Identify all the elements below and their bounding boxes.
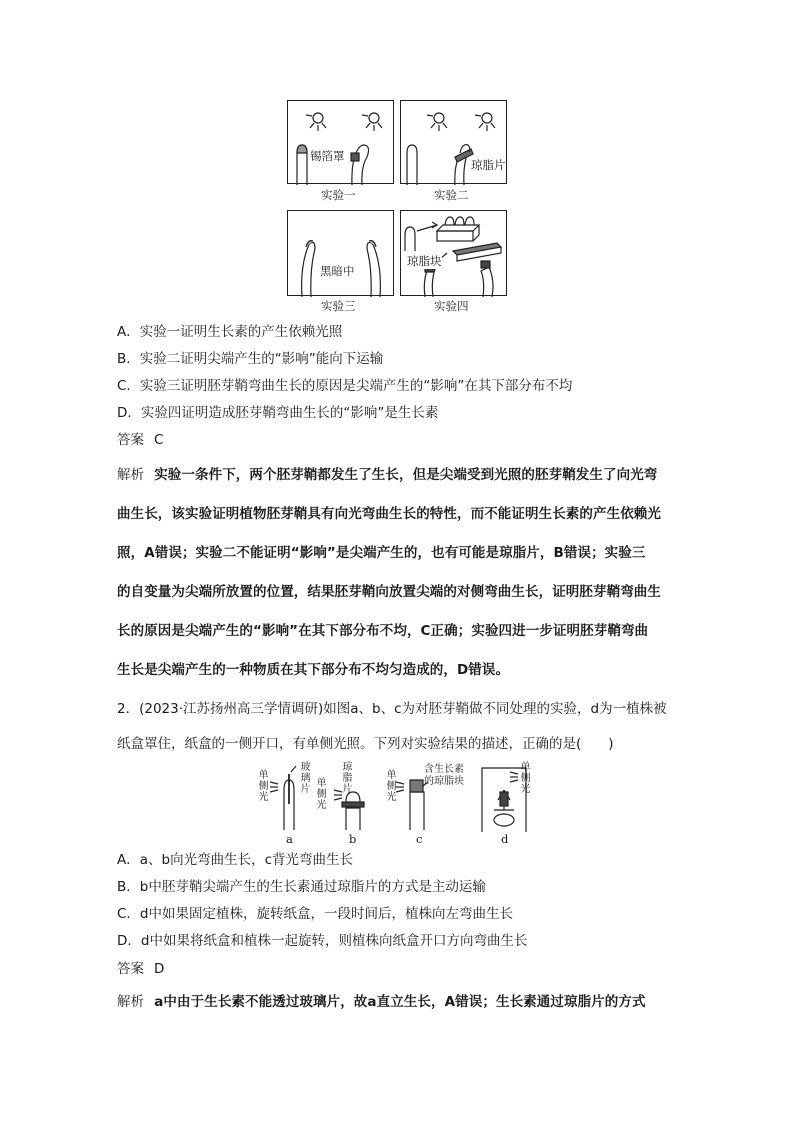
- setup-a-drawing: [258, 760, 318, 830]
- explanation-key: 解析: [117, 994, 145, 1010]
- explanation-text: a中由于生长素不能透过玻璃片，故a直立生长，A错误；生长素通过琼脂片的方式: [154, 994, 646, 1010]
- experiment-1-panel: [287, 100, 394, 184]
- label-a: a: [286, 832, 293, 846]
- experiment-2-panel: [400, 100, 507, 184]
- experiment-1-drawing: [288, 101, 395, 185]
- q2-stem-line-1: 2．(2023·江苏扬州高三学情调研)如图a、b、c为对胚芽鞘做不同处理的实验，d为一植株被: [117, 701, 667, 717]
- q2-stem-line-2: 纸盒罩住，纸盒的一侧开口，有单侧光照。下列对实验结果的描述，正确的是( ): [117, 736, 614, 752]
- glass-label: 玻璃片: [300, 762, 311, 795]
- q1-explanation-line-3: 照，A错误；实验二不能证明“影响”是尖端产生的，也有可能是琼脂片，B错误；实验三: [117, 545, 646, 561]
- answer-value: D: [154, 961, 165, 977]
- q1-explanation-line-1: [117, 466, 657, 484]
- label-d: d: [501, 832, 509, 846]
- c-light-label: 单侧光: [386, 770, 397, 803]
- answer-value: C: [154, 432, 164, 448]
- dark-label: 黑暗中: [320, 264, 355, 278]
- label-b: b: [349, 832, 357, 846]
- experiment-4-panel: [400, 210, 507, 296]
- b-light-label: 单侧光: [316, 778, 327, 811]
- q2-option-b: B．b中胚芽鞘尖端产生的生长素通过琼脂片的方式是主动运输: [117, 879, 486, 895]
- q1-option-b: B．实验二证明尖端产生的“影响”能向下运输: [117, 351, 384, 367]
- label-c: c: [416, 832, 423, 846]
- auxin-block-label: 含生长素的琼脂块: [424, 764, 468, 788]
- agar-sheet-q2-label: 琼脂片: [342, 762, 353, 795]
- setup-b-drawing: [326, 760, 386, 830]
- experiment-2-caption: 实验二: [434, 188, 469, 202]
- answer-key: 答案: [117, 432, 144, 448]
- q1-explanation-line-2: 曲生长，该实验证明植物胚芽鞘具有向光弯曲生长的特性，而不能证明生长素的产生依赖光: [117, 506, 661, 522]
- tinfoil-label: 锡箔罩: [310, 149, 345, 163]
- a-light-label: 单侧光: [258, 770, 269, 803]
- d-light-label: 单侧光: [520, 762, 531, 795]
- q2-answer: [117, 960, 164, 978]
- explanation-key: 解析: [117, 467, 145, 483]
- experiment-4-caption: 实验四: [434, 299, 469, 313]
- q2-option-a: A．a、b向光弯曲生长，c背光弯曲生长: [117, 852, 353, 868]
- experiment-3-caption: 实验三: [321, 299, 356, 313]
- answer-key: 答案: [117, 961, 144, 977]
- setup-c-drawing: [394, 760, 454, 830]
- agar-block-label: 琼脂块: [407, 254, 442, 268]
- q1-option-c: C．实验三证明胚芽鞘弯曲生长的原因是尖端产生的“影响”在其下部分布不均: [117, 378, 573, 394]
- experiment-1-caption: 实验一: [321, 188, 356, 202]
- q1-option-a: A．实验一证明生长素的产生依赖光照: [117, 324, 343, 340]
- agar-sheet-label: 琼脂片: [471, 158, 506, 172]
- q2-explanation-line-1: [117, 993, 646, 1011]
- q1-option-d: D．实验四证明造成胚芽鞘弯曲生长的“影响”是生长素: [117, 405, 439, 421]
- experiment-3-drawing: [288, 211, 395, 297]
- explanation-text: 实验一条件下，两个胚芽鞘都发生了生长，但是尖端受到光照的胚芽鞘发生了向光弯: [154, 467, 658, 483]
- q1-explanation-line-5: 长的原因是尖端产生的“影响”在其下部分布不均，C正确；实验四进一步证明胚芽鞘弯曲: [117, 623, 649, 639]
- q2-option-d: D．d中如果将纸盒和植株一起旋转，则植株向纸盒开口方向弯曲生长: [117, 933, 528, 949]
- experiment-3-panel: [287, 210, 394, 296]
- q2-option-c: C．d中如果固定植株，旋转纸盒，一段时间后，植株向左弯曲生长: [117, 906, 513, 922]
- q1-answer: [117, 431, 163, 449]
- q1-explanation-line-6: 生长是尖端产生的一种物质在其下部分布不均匀造成的，D错误。: [117, 662, 510, 678]
- q1-explanation-line-4: 的自变量为尖端所放置的位置，结果胚芽鞘向放置尖端的对侧弯曲生长，证明胚芽鞘弯曲生: [117, 584, 661, 600]
